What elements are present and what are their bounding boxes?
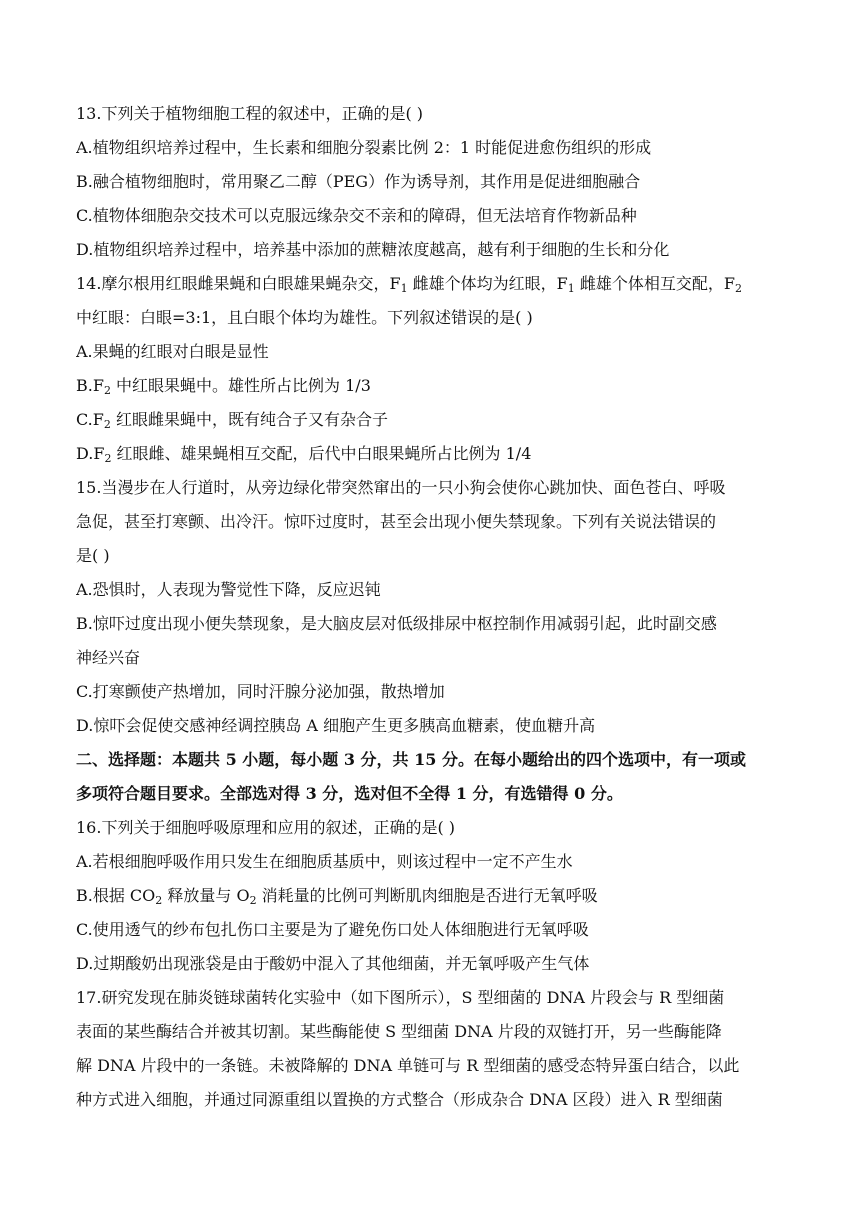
q13-option-c: C.植物体细胞杂交技术可以克服远缘杂交不亲和的障碍，但无法培育作物新品种 — [76, 206, 637, 225]
q14-stem-text-b: 雌雄个体均为红眼，F — [407, 274, 568, 293]
q16-option-b — [76, 886, 786, 906]
q16-b-mid: 释放量与 O — [162, 886, 250, 905]
q15-option-d: D.惊吓会促使交感神经调控胰岛 A 细胞产生更多胰高血糖素，使血糖升高 — [76, 716, 596, 735]
q14-stem-sub1: 1 — [400, 282, 408, 294]
q14-b-post: 中红眼果蝇中。雄性所占比例为 1/3 — [110, 376, 371, 395]
q14-stem-sub2: 1 — [567, 282, 575, 294]
q14-stem-sub3: 2 — [734, 282, 742, 294]
q14-stem-line2: 中红眼：白眼=3:1，且白眼个体均为雄性。下列叙述错误的是( ) — [76, 308, 533, 327]
q14-option-a: A.果蝇的红眼对白眼是显性 — [76, 342, 269, 361]
q14-b-pre: B.F — [76, 376, 104, 395]
q16-option-c: C.使用透气的纱布包扎伤口主要是为了避免伤口处人体细胞进行无氧呼吸 — [76, 920, 589, 939]
section2-heading-line2: 多项符合题目要求。全部选对得 3 分，选对但不全得 1 分，有选错得 0 分。 — [76, 784, 623, 803]
q14-option-b — [76, 376, 786, 396]
q15-option-b-line1: B.惊吓过度出现小便失禁现象，是大脑皮层对低级排尿中枢控制作用减弱引起，此时副交感 — [76, 614, 717, 633]
q13-option-a: A.植物组织培养过程中，生长素和细胞分裂素比例 2：1 时能促进愈伤组织的形成 — [76, 138, 652, 157]
q14-option-d — [76, 444, 786, 464]
q16-stem: 16.下列关于细胞呼吸原理和应用的叙述，正确的是( ) — [76, 818, 456, 837]
q14-c-sub: 2 — [103, 418, 111, 430]
q14-c-post: 红眼雌果蝇中，既有纯合子又有杂合子 — [110, 410, 388, 429]
q14-stem-text-a: 14.摩尔根用红眼雌果蝇和白眼雄果蝇杂交，F — [76, 274, 401, 293]
q14-c-pre: C.F — [76, 410, 104, 429]
q15-stem-line1: 15.当漫步在人行道时，从旁边绿化带突然窜出的一只小狗会使你心跳加快、面色苍白、呼吸 — [76, 478, 726, 497]
q13-stem: 13.下列关于植物细胞工程的叙述中，正确的是( ) — [76, 104, 424, 123]
q16-b-post: 消耗量的比例可判断肌肉细胞是否进行无氧呼吸 — [256, 886, 598, 905]
q13-option-b: B.融合植物细胞时，常用聚乙二醇（PEG）作为诱导剂，其作用是促进细胞融合 — [76, 172, 641, 191]
section2-heading-line1: 二、选择题：本题共 5 小题，每小题 3 分，共 15 分。在每小题给出的四个选项中，有一项或 — [76, 750, 746, 769]
q16-b-sub1: 2 — [155, 894, 163, 906]
q14-option-c — [76, 410, 786, 430]
q16-option-d: D.过期酸奶出现涨袋是由于酸奶中混入了其他细菌，并无氧呼吸产生气体 — [76, 954, 590, 973]
q14-d-pre: D.F — [76, 444, 105, 463]
q15-option-a: A.恐惧时，人表现为警觉性下降，反应迟钝 — [76, 580, 381, 599]
q17-line2: 表面的某些酶结合并被其切割。某些酶能使 S 型细菌 DNA 片段的双链打开，另一些酶能降 — [76, 1022, 722, 1041]
q17-line4: 种方式进入细胞，并通过同源重组以置换的方式整合（形成杂合 DNA 区段）进入 R 型细菌 — [76, 1090, 723, 1109]
q15-option-b-line2: 神经兴奋 — [76, 648, 141, 667]
q16-b-pre: B.根据 CO — [76, 886, 156, 905]
q14-stem-line1 — [76, 274, 786, 294]
q17-line3: 解 DNA 片段中的一条链。未被降解的 DNA 单链可与 R 型细菌的感受态特异蛋白结合，以此 — [76, 1056, 740, 1075]
q15-option-c: C.打寒颤使产热增加，同时汗腺分泌加强，散热增加 — [76, 682, 445, 701]
q13-option-d: D.植物组织培养过程中，培养基中添加的蔗糖浓度越高，越有利于细胞的生长和分化 — [76, 240, 670, 259]
q14-d-post: 红眼雌、雄果蝇相互交配，后代中白眼果蝇所占比例为 1/4 — [111, 444, 532, 463]
q14-stem-text-c: 雌雄个体相互交配，F — [574, 274, 735, 293]
q15-stem-line2: 急促，甚至打寒颤、出冷汗。惊吓过度时，甚至会出现小便失禁现象。下列有关说法错误的 — [76, 512, 717, 531]
q17-line1: 17.研究发现在肺炎链球菌转化实验中（如下图所示），S 型细菌的 DNA 片段会与 R 型细菌 — [76, 988, 725, 1007]
q14-b-sub: 2 — [103, 384, 111, 396]
q16-option-a: A.若根细胞呼吸作用只发生在细胞质基质中，则该过程中一定不产生水 — [76, 852, 573, 871]
q16-b-sub2: 2 — [249, 894, 257, 906]
q14-d-sub: 2 — [104, 452, 112, 464]
q15-stem-line3: 是( ) — [76, 546, 110, 565]
